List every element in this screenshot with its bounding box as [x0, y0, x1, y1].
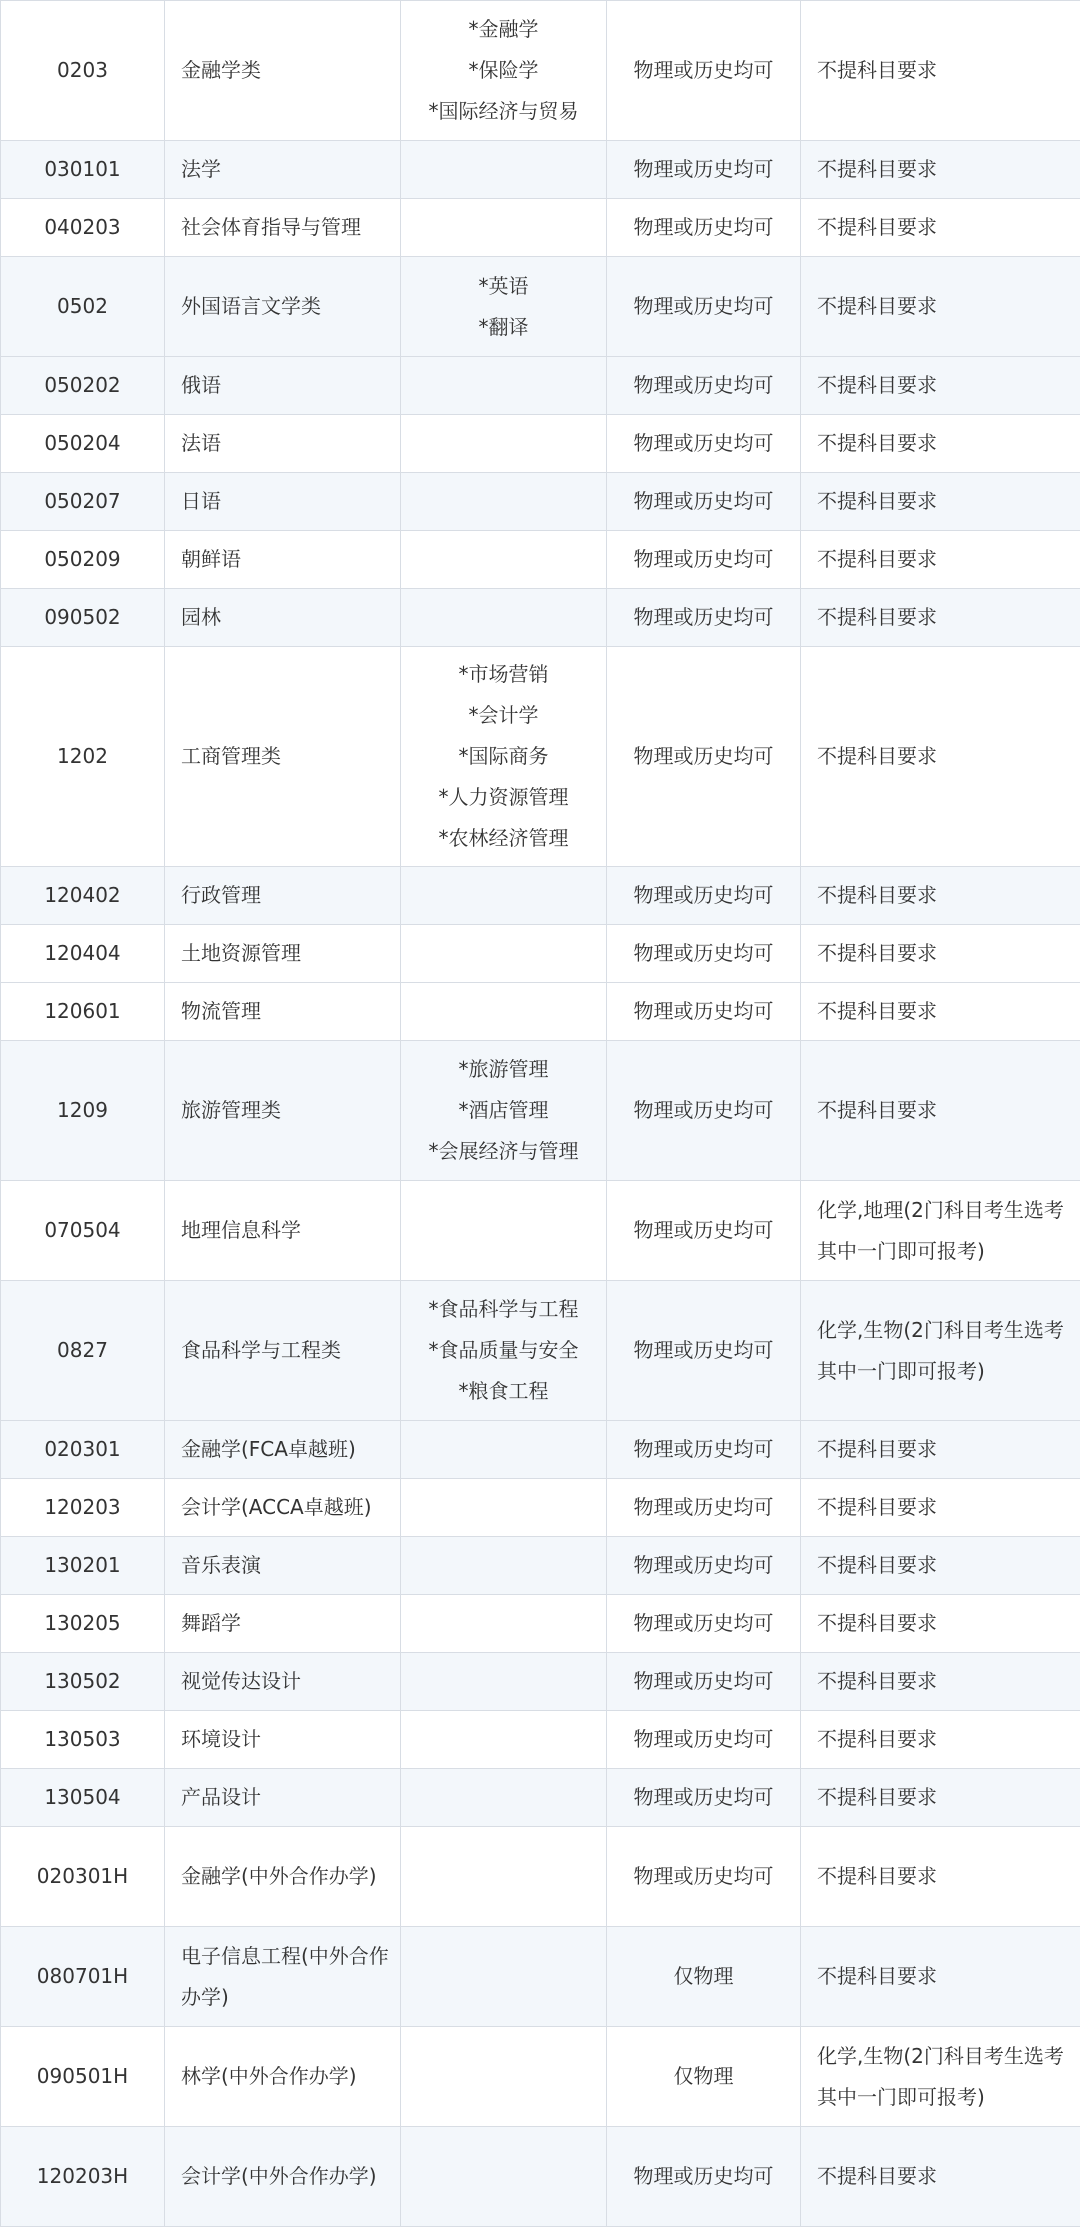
major-name-cell: 会计学(ACCA卓越班)	[165, 1479, 401, 1537]
major-name-cell: 视觉传达设计	[165, 1653, 401, 1711]
major-code-cell: 130504	[1, 1769, 165, 1827]
table-row	[1, 1595, 1080, 1653]
subject-requirement-cell: 不提科目要求	[801, 1711, 1080, 1769]
direction-item: *会计学	[401, 695, 606, 736]
major-code-cell: 120203	[1, 1479, 165, 1537]
major-name-cell: 金融学(中外合作办学)	[165, 1827, 401, 1927]
subject-choice-cell: 物理或历史均可	[607, 357, 801, 415]
table-row	[1, 2027, 1080, 2127]
table-row	[1, 531, 1080, 589]
subject-choice-cell: 物理或历史均可	[607, 867, 801, 925]
subject-requirement-cell: 不提科目要求	[801, 473, 1080, 531]
table-row	[1, 1041, 1080, 1181]
table-row	[1, 1537, 1080, 1595]
major-code-cell: 040203	[1, 199, 165, 257]
major-name-cell: 法学	[165, 141, 401, 199]
major-name-cell: 地理信息科学	[165, 1181, 401, 1281]
subject-requirement-cell: 不提科目要求	[801, 1827, 1080, 1927]
major-name-cell: 行政管理	[165, 867, 401, 925]
subject-requirement-cell: 不提科目要求	[801, 199, 1080, 257]
direction-cell	[401, 2127, 607, 2227]
subject-choice-cell: 物理或历史均可	[607, 473, 801, 531]
major-code-cell: 0203	[1, 1, 165, 141]
direction-item: *翻译	[401, 307, 606, 348]
direction-item: *旅游管理	[401, 1049, 606, 1090]
table-row	[1, 1, 1080, 141]
subject-requirement-cell: 不提科目要求	[801, 1, 1080, 141]
subject-requirement-cell: 不提科目要求	[801, 1041, 1080, 1181]
subject-choice-cell: 物理或历史均可	[607, 1711, 801, 1769]
direction-cell	[401, 1537, 607, 1595]
subject-choice-cell: 物理或历史均可	[607, 1595, 801, 1653]
direction-cell	[401, 1421, 607, 1479]
major-name-cell: 旅游管理类	[165, 1041, 401, 1181]
table-row	[1, 1769, 1080, 1827]
major-name-cell: 工商管理类	[165, 647, 401, 867]
major-name-cell: 产品设计	[165, 1769, 401, 1827]
major-code-cell: 050202	[1, 357, 165, 415]
table-row	[1, 867, 1080, 925]
table-row	[1, 647, 1080, 867]
major-name-cell: 俄语	[165, 357, 401, 415]
direction-item: *粮食工程	[401, 1371, 606, 1412]
subject-requirement-cell: 不提科目要求	[801, 257, 1080, 357]
subject-choice-cell: 物理或历史均可	[607, 1537, 801, 1595]
direction-cell	[401, 473, 607, 531]
direction-cell	[401, 1281, 607, 1421]
direction-item: *金融学	[401, 9, 606, 50]
major-code-cell: 020301H	[1, 1827, 165, 1927]
major-name-cell: 土地资源管理	[165, 925, 401, 983]
direction-cell	[401, 589, 607, 647]
direction-cell	[401, 1653, 607, 1711]
major-code-cell: 120404	[1, 925, 165, 983]
table-row	[1, 1927, 1080, 2027]
subject-requirement-cell: 不提科目要求	[801, 983, 1080, 1041]
major-code-cell: 130205	[1, 1595, 165, 1653]
major-name-cell: 金融学类	[165, 1, 401, 141]
subject-requirement-cell: 不提科目要求	[801, 1595, 1080, 1653]
table-row	[1, 1281, 1080, 1421]
table-row	[1, 415, 1080, 473]
subject-requirement-cell: 不提科目要求	[801, 867, 1080, 925]
subject-requirement-cell: 不提科目要求	[801, 141, 1080, 199]
table-row	[1, 257, 1080, 357]
direction-cell	[401, 867, 607, 925]
direction-item: *国际经济与贸易	[401, 91, 606, 132]
subject-choice-cell: 物理或历史均可	[607, 257, 801, 357]
subject-choice-cell: 物理或历史均可	[607, 647, 801, 867]
direction-cell	[401, 1479, 607, 1537]
subject-choice-cell: 仅物理	[607, 2027, 801, 2127]
major-name-cell: 会计学(中外合作办学)	[165, 2127, 401, 2227]
major-code-cell: 0502	[1, 257, 165, 357]
direction-cell	[401, 1827, 607, 1927]
major-name-cell: 电子信息工程(中外合作办学)	[165, 1927, 401, 2027]
subject-requirement-cell: 不提科目要求	[801, 1421, 1080, 1479]
major-code-cell: 090501H	[1, 2027, 165, 2127]
direction-cell	[401, 357, 607, 415]
subject-requirement-cell: 不提科目要求	[801, 1653, 1080, 1711]
subject-requirement-cell: 不提科目要求	[801, 1769, 1080, 1827]
direction-cell	[401, 415, 607, 473]
major-code-cell: 1202	[1, 647, 165, 867]
direction-cell	[401, 1769, 607, 1827]
table-row	[1, 141, 1080, 199]
direction-cell	[401, 925, 607, 983]
subject-requirement-cell: 不提科目要求	[801, 531, 1080, 589]
table-row	[1, 925, 1080, 983]
major-name-cell: 环境设计	[165, 1711, 401, 1769]
subject-choice-cell: 物理或历史均可	[607, 589, 801, 647]
subject-choice-cell: 物理或历史均可	[607, 199, 801, 257]
subject-choice-cell: 物理或历史均可	[607, 415, 801, 473]
direction-item: *食品科学与工程	[401, 1289, 606, 1330]
major-name-cell: 日语	[165, 473, 401, 531]
subject-requirement-cell: 不提科目要求	[801, 589, 1080, 647]
direction-cell	[401, 141, 607, 199]
subject-requirement-cell: 不提科目要求	[801, 415, 1080, 473]
subject-requirement-cell: 不提科目要求	[801, 357, 1080, 415]
subject-choice-cell: 物理或历史均可	[607, 925, 801, 983]
major-name-cell: 社会体育指导与管理	[165, 199, 401, 257]
direction-item: *人力资源管理	[401, 777, 606, 818]
subject-choice-cell: 物理或历史均可	[607, 1827, 801, 1927]
direction-item: *农林经济管理	[401, 818, 606, 859]
table-row	[1, 1421, 1080, 1479]
major-code-cell: 050209	[1, 531, 165, 589]
major-code-cell: 070504	[1, 1181, 165, 1281]
major-code-cell: 0827	[1, 1281, 165, 1421]
major-code-cell: 120402	[1, 867, 165, 925]
subject-choice-cell: 物理或历史均可	[607, 1479, 801, 1537]
major-code-cell: 050204	[1, 415, 165, 473]
major-code-cell: 130502	[1, 1653, 165, 1711]
major-name-cell: 食品科学与工程类	[165, 1281, 401, 1421]
subject-requirement-cell: 化学,生物(2门科目考生选考其中一门即可报考)	[801, 1281, 1080, 1421]
major-code-cell: 080701H	[1, 1927, 165, 2027]
direction-cell	[401, 1181, 607, 1281]
direction-cell	[401, 1711, 607, 1769]
subject-choice-cell: 物理或历史均可	[607, 1, 801, 141]
direction-cell	[401, 1595, 607, 1653]
table-row	[1, 983, 1080, 1041]
table-row	[1, 199, 1080, 257]
direction-cell	[401, 199, 607, 257]
direction-item: *保险学	[401, 50, 606, 91]
subject-requirement-cell: 不提科目要求	[801, 1479, 1080, 1537]
subject-requirement-cell: 不提科目要求	[801, 647, 1080, 867]
direction-item: *食品质量与安全	[401, 1330, 606, 1371]
major-name-cell: 金融学(FCA卓越班)	[165, 1421, 401, 1479]
direction-cell	[401, 1, 607, 141]
direction-cell	[401, 531, 607, 589]
major-name-cell: 舞蹈学	[165, 1595, 401, 1653]
table-row	[1, 589, 1080, 647]
subject-choice-cell: 仅物理	[607, 1927, 801, 2027]
major-code-cell: 120203H	[1, 2127, 165, 2227]
direction-item: *酒店管理	[401, 1090, 606, 1131]
subject-requirement-cell: 不提科目要求	[801, 1537, 1080, 1595]
table-row	[1, 473, 1080, 531]
table-row	[1, 1653, 1080, 1711]
direction-cell	[401, 2027, 607, 2127]
table-row	[1, 1479, 1080, 1537]
table-row	[1, 1827, 1080, 1927]
subject-choice-cell: 物理或历史均可	[607, 141, 801, 199]
subject-requirement-cell: 不提科目要求	[801, 1927, 1080, 2027]
major-code-cell: 020301	[1, 1421, 165, 1479]
major-code-cell: 120601	[1, 983, 165, 1041]
direction-cell	[401, 983, 607, 1041]
direction-item: *会展经济与管理	[401, 1131, 606, 1172]
direction-cell	[401, 257, 607, 357]
subject-requirement-cell: 化学,地理(2门科目考生选考其中一门即可报考)	[801, 1181, 1080, 1281]
direction-cell	[401, 1041, 607, 1181]
direction-item: *英语	[401, 266, 606, 307]
subject-requirement-cell: 不提科目要求	[801, 2127, 1080, 2227]
table-row	[1, 1181, 1080, 1281]
major-name-cell: 园林	[165, 589, 401, 647]
major-code-cell: 030101	[1, 141, 165, 199]
major-name-cell: 法语	[165, 415, 401, 473]
subject-choice-cell: 物理或历史均可	[607, 983, 801, 1041]
subject-choice-cell: 物理或历史均可	[607, 2127, 801, 2227]
major-name-cell: 音乐表演	[165, 1537, 401, 1595]
subject-choice-cell: 物理或历史均可	[607, 1281, 801, 1421]
subject-requirement-cell: 不提科目要求	[801, 925, 1080, 983]
subject-choice-cell: 物理或历史均可	[607, 1653, 801, 1711]
major-code-cell: 130503	[1, 1711, 165, 1769]
major-code-cell: 050207	[1, 473, 165, 531]
subject-choice-cell: 物理或历史均可	[607, 531, 801, 589]
major-code-cell: 130201	[1, 1537, 165, 1595]
table-row	[1, 2127, 1080, 2227]
major-code-cell: 1209	[1, 1041, 165, 1181]
table-row	[1, 1711, 1080, 1769]
subject-choice-cell: 物理或历史均可	[607, 1421, 801, 1479]
table-body	[1, 1, 1080, 2227]
subject-choice-cell: 物理或历史均可	[607, 1181, 801, 1281]
subject-choice-cell: 物理或历史均可	[607, 1041, 801, 1181]
subject-requirement-cell: 化学,生物(2门科目考生选考其中一门即可报考)	[801, 2027, 1080, 2127]
table-row	[1, 357, 1080, 415]
major-name-cell: 朝鲜语	[165, 531, 401, 589]
major-name-cell: 外国语言文学类	[165, 257, 401, 357]
direction-cell	[401, 647, 607, 867]
direction-item: *市场营销	[401, 654, 606, 695]
major-name-cell: 林学(中外合作办学)	[165, 2027, 401, 2127]
major-code-cell: 090502	[1, 589, 165, 647]
direction-item: *国际商务	[401, 736, 606, 777]
direction-cell	[401, 1927, 607, 2027]
subject-choice-cell: 物理或历史均可	[607, 1769, 801, 1827]
major-name-cell: 物流管理	[165, 983, 401, 1041]
